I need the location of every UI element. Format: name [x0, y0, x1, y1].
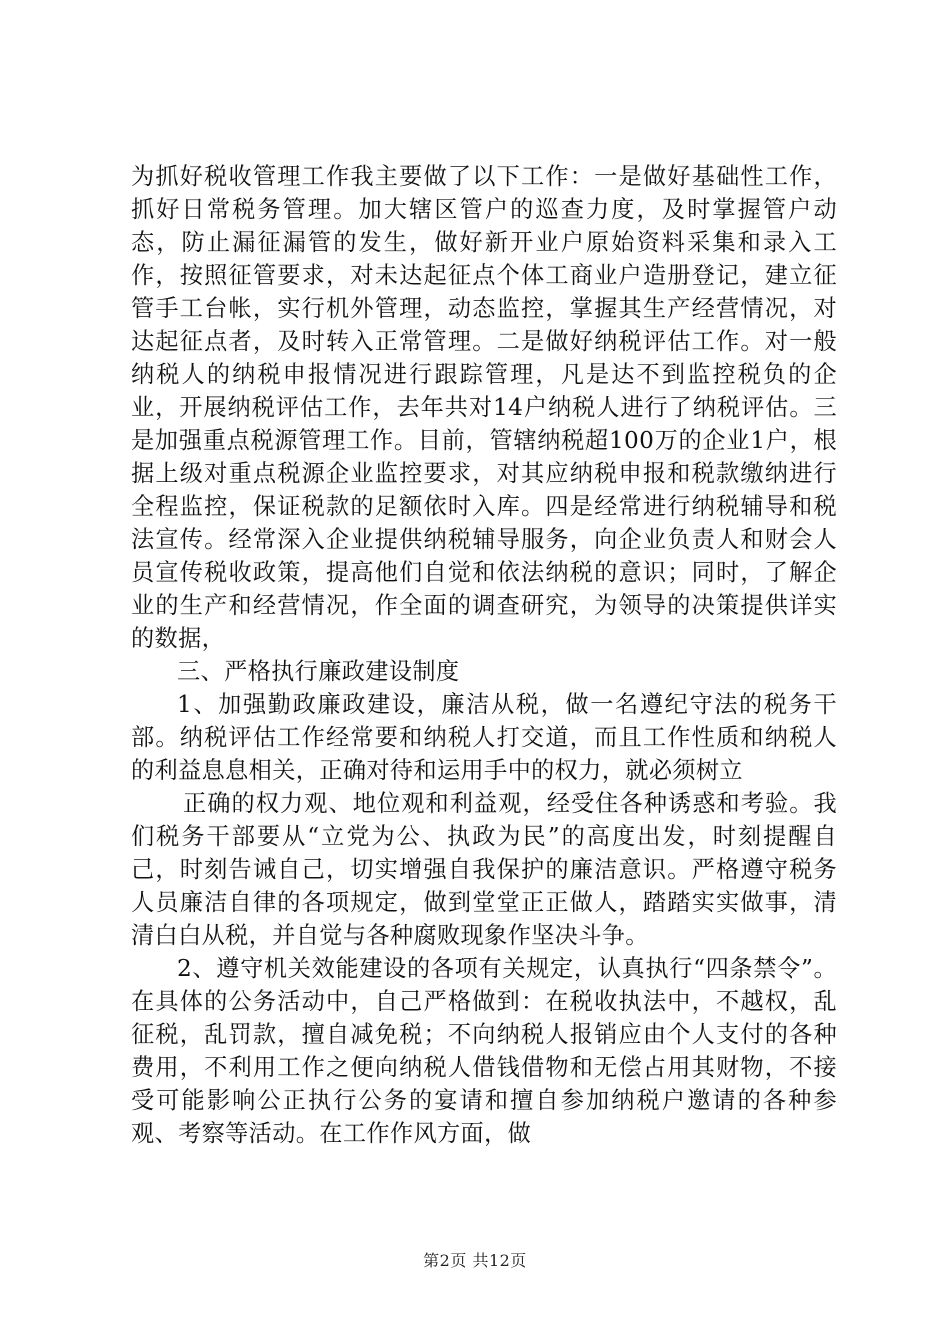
- section-heading-integrity: 三、严格执行廉政建设制度: [177, 658, 460, 685]
- document-body: [131, 160, 837, 1150]
- page-number-footer: 第2页 共12页: [423, 1251, 527, 1270]
- paragraph-integrity-1: 1、加强勤政廉政建设，廉洁从税，做一名遵纪守法的税务干部。纳税评估工作经常要和纳税人打交道，而且工作性质和纳税人的利益息息相关，正确对待和运用手中的权力，就必须树立: [131, 691, 837, 784]
- paragraph-tax-management: 为抓好税收管理工作我主要做了以下工作：一是做好基础性工作，抓好日常税务管理。加大辖区管户的巡查力度，及时掌握管户动态，防止漏征漏管的发生，做好新开业户原始资料采集和录入工作，按照征管要求，对未达起征点个体工商业户造册登记，建立征管手工台帐，实行机外管理，动态监控，掌握其生产经营情况，对达起征点者，及时转入正常管理。二是做好纳税评估工作。对一般纳税人的纳税申报情况进行跟踪管理，凡是达不到监控税负的企业，开展纳税评估工作，去年共对14户纳税人进行了纳税评估。三是加强重点税源管理工作。目前，管辖纳税超100万的企业1户，根据上级对重点税源企业监控要求，对其应纳税申报和税款缴纳进行全程监控，保证税款的足额依时入库。四是经常进行纳税辅导和税法宣传。经常深入企业提供纳税辅导服务，向企业负责人和财会人员宣传税收政策，提高他们自觉和依法纳税的意识；同时，了解企业的生产和经营情况，作全面的调查研究，为领导的决策提供详实的数据，: [131, 163, 837, 652]
- paragraph-integrity-2: 2、遵守机关效能建设的各项有关规定，认真执行“四条禁令”。在具体的公务活动中，自己严格做到：在税收执法中，不越权，乱征税，乱罚款，擅自减免税；不向纳税人报销应由个人支付的各种费用，不利用工作之便向纳税人借钱借物和无偿占用其财物，不接受可能影响公正执行公务的宴请和擅自参加纳税户邀请的各种参观、考察等活动。在工作作风方面，做: [131, 955, 837, 1147]
- paragraph-integrity-values: 正确的权力观、地位观和利益观，经受住各种诱惑和考验。我们税务干部要从“立党为公、执政为民”的高度出发，时刻提醒自己，时刻告诫自己，切实增强自我保护的廉洁意识。严格遵守税务人员廉洁自律的各项规定，做到堂堂正正做人，踏踏实实做事，清清白白从税，并自觉与各种腐败现象作坚决斗争。: [131, 790, 837, 949]
